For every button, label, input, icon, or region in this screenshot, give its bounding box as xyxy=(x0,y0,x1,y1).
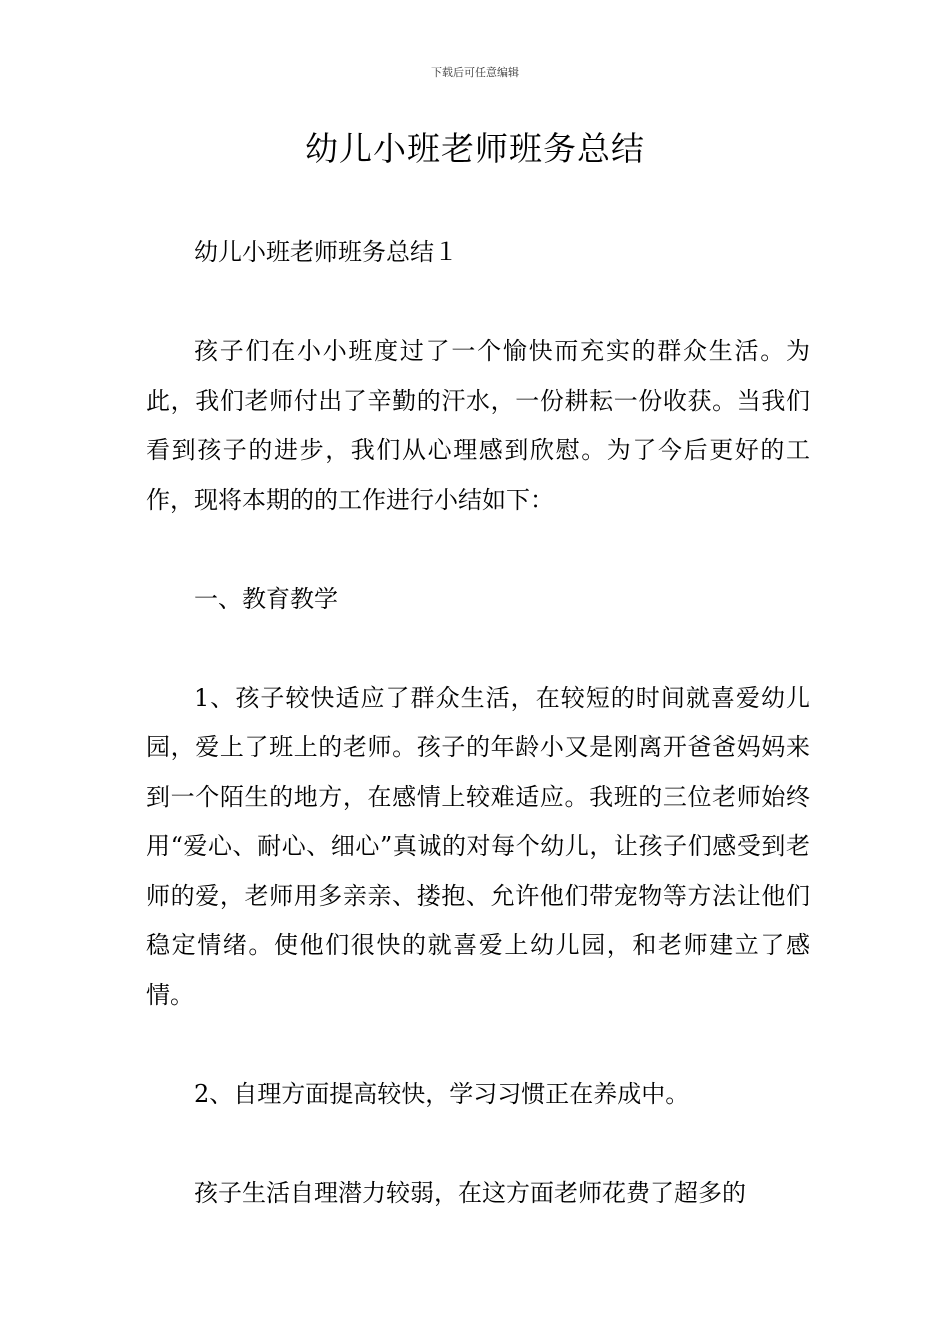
document-body xyxy=(146,228,810,1218)
paragraph-self-care: 孩子生活自理潜力较弱，在这方面老师花费了超多的 xyxy=(194,1178,746,1207)
paragraph-item-1: 1、孩子较快适应了群众生活，在较短的时间就喜爱幼儿园，爱上了班上的老师。孩子的年龄小又是刚离开爸爸妈妈来到一个陌生的地方，在感情上较难适应。我班的三位老师始终用“爱心、耐心、细心”真诚的对每个幼儿，让孩子们感受到老师的爱，老师用多亲亲、搂抱、允许他们带宠物等方法让他们稳定情绪。使他们很快的就喜爱上幼儿园，和老师建立了感情。 xyxy=(146,683,810,1009)
section-heading-education: 一、教育教学 xyxy=(194,584,338,613)
document-title: 幼儿小班老师班务总结 xyxy=(305,129,645,168)
header-note: 下载后可任意编辑 xyxy=(431,66,519,79)
paragraph-intro: 孩子们在小小班度过了一个愉快而充实的群众生活。为此，我们老师付出了辛勤的汗水，一份耕耘一份收获。当我们看到孩子的进步，我们从心理感到欣慰。为了今后更好的工作，现将本期的的工作进行小结如下： xyxy=(146,337,810,514)
paragraph-item-2: 2、自理方面提高较快，学习习惯正在养成中。 xyxy=(194,1079,690,1108)
section-subtitle: 幼儿小班老师班务总结１ xyxy=(194,238,458,266)
